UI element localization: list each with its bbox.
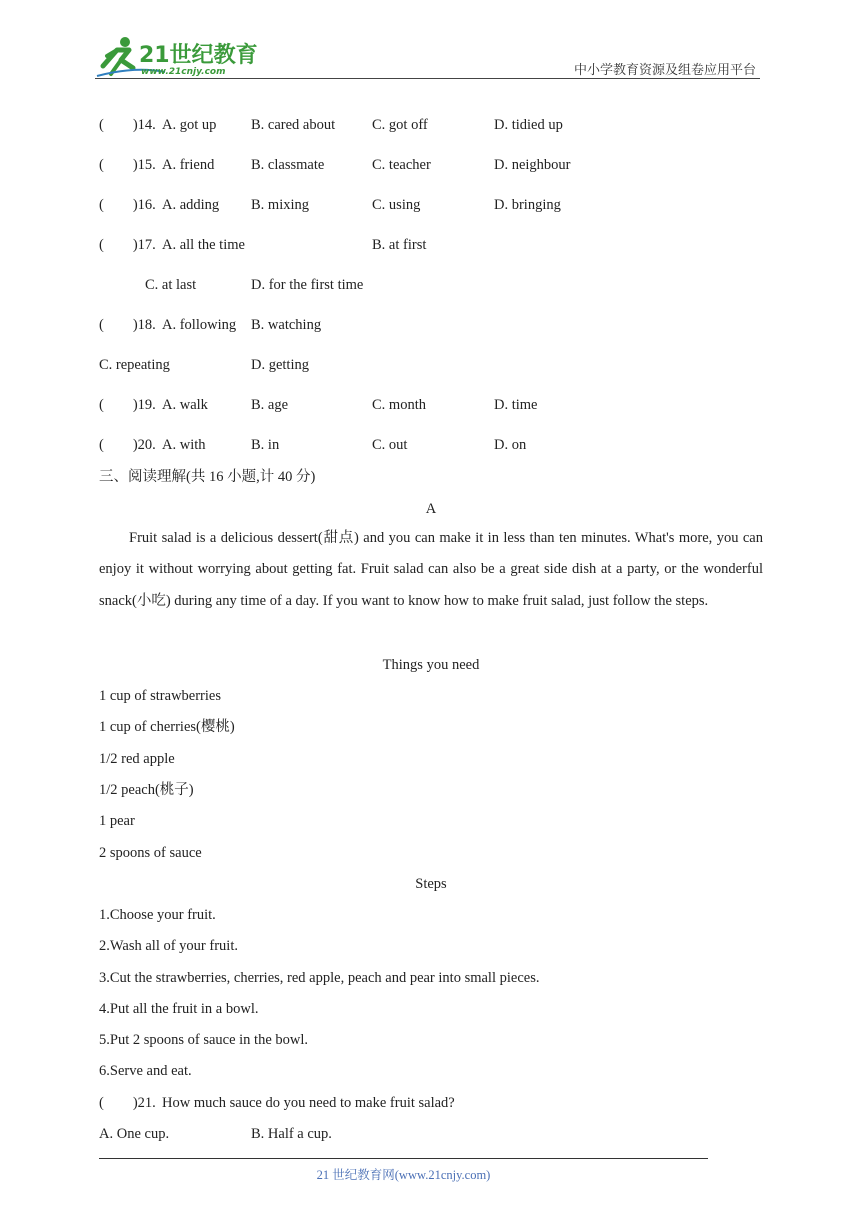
option-a: A. all the time (162, 237, 245, 253)
option-b: B. watching (251, 317, 322, 333)
option-d: D. bringing (494, 197, 561, 213)
passage-intro (99, 523, 763, 617)
step-item: 2.Wash all of your fruit. (99, 938, 238, 954)
option-b: B. mixing (251, 197, 310, 213)
option-d: D. for the first time (251, 277, 364, 293)
option-a: A. One cup. (99, 1126, 170, 1142)
option-c: C. using (372, 197, 421, 213)
logo-text: 21世纪教育 (139, 43, 258, 68)
option-b: B. in (251, 437, 280, 453)
step-item: 6.Serve and eat. (99, 1063, 192, 1079)
option-d: D. on (494, 437, 527, 453)
option-c: C. at last (145, 277, 197, 293)
question-number: ( )14. (99, 117, 156, 133)
question-number: ( )16. (99, 197, 156, 213)
option-c: C. repeating (99, 357, 170, 373)
option-b: B. at first (372, 237, 427, 253)
logo-url: www.21cnjy.com (141, 67, 226, 77)
passage-intro-text: Fruit salad is a delicious dessert(甜点) and you can make it in less than ten minutes. What's more, you can enjoy it without worrying about getting fat. Fruit salad can also be a great side dish at a party, or the wonderful snack(小吃) during any time of a day. If you want to know how to make fruit salad, just follow the steps. (99, 530, 763, 609)
footer-link[interactable]: 21 世纪教育网(www.21cnjy.com) (316, 1168, 491, 1182)
question-number: ( )17. (99, 237, 156, 253)
option-a: A. walk (162, 397, 208, 413)
ingredient-item: 1 cup of strawberries (99, 688, 221, 704)
option-d: D. time (494, 397, 538, 413)
option-b: B. cared about (251, 117, 336, 133)
option-a: A. friend (162, 157, 215, 173)
option-d: D. getting (251, 357, 309, 373)
header-divider (95, 78, 760, 79)
ingredient-item: 1 cup of cherries(樱桃) (99, 719, 235, 735)
things-heading: Things you need (382, 657, 480, 673)
step-item: 4.Put all the fruit in a bowl. (99, 1001, 259, 1017)
step-item: 1.Choose your fruit. (99, 907, 216, 923)
question-number: ( )20. (99, 437, 156, 453)
question-text: How much sauce do you need to make fruit salad? (162, 1095, 455, 1111)
ingredient-item: 2 spoons of sauce (99, 845, 202, 861)
option-d: D. tidied up (494, 117, 563, 133)
option-b: B. classmate (251, 157, 325, 173)
ingredient-item: 1/2 peach(桃子) (99, 782, 194, 798)
option-c: C. month (372, 397, 426, 413)
option-d: D. neighbour (494, 157, 571, 173)
section-title: 三、阅读理解(共 16 小题,计 40 分) (99, 469, 316, 485)
question-number: ( )21. (99, 1095, 156, 1111)
steps-heading: Steps (415, 876, 447, 892)
question-number: ( )15. (99, 157, 156, 173)
footer-divider (99, 1158, 708, 1159)
site-logo (95, 36, 265, 80)
passage-label: A (425, 501, 437, 517)
option-a: A. following (162, 317, 237, 333)
step-item: 3.Cut the strawberries, cherries, red apple, peach and pear into small pieces. (99, 970, 540, 986)
option-a: A. got up (162, 117, 217, 133)
platform-title: 中小学教育资源及组卷应用平台 (573, 62, 756, 77)
option-a: A. adding (162, 197, 220, 213)
runner-logo-icon (95, 36, 265, 80)
option-b: B. age (251, 397, 289, 413)
ingredient-item: 1 pear (99, 813, 135, 829)
question-number: ( )18. (99, 317, 156, 333)
option-c: C. got off (372, 117, 428, 133)
question-number: ( )19. (99, 397, 156, 413)
ingredient-item: 1/2 red apple (99, 751, 175, 767)
option-c: C. out (372, 437, 408, 453)
option-a: A. with (162, 437, 206, 453)
option-b: B. Half a cup. (251, 1126, 332, 1142)
step-item: 5.Put 2 spoons of sauce in the bowl. (99, 1032, 309, 1048)
option-c: C. teacher (372, 157, 431, 173)
